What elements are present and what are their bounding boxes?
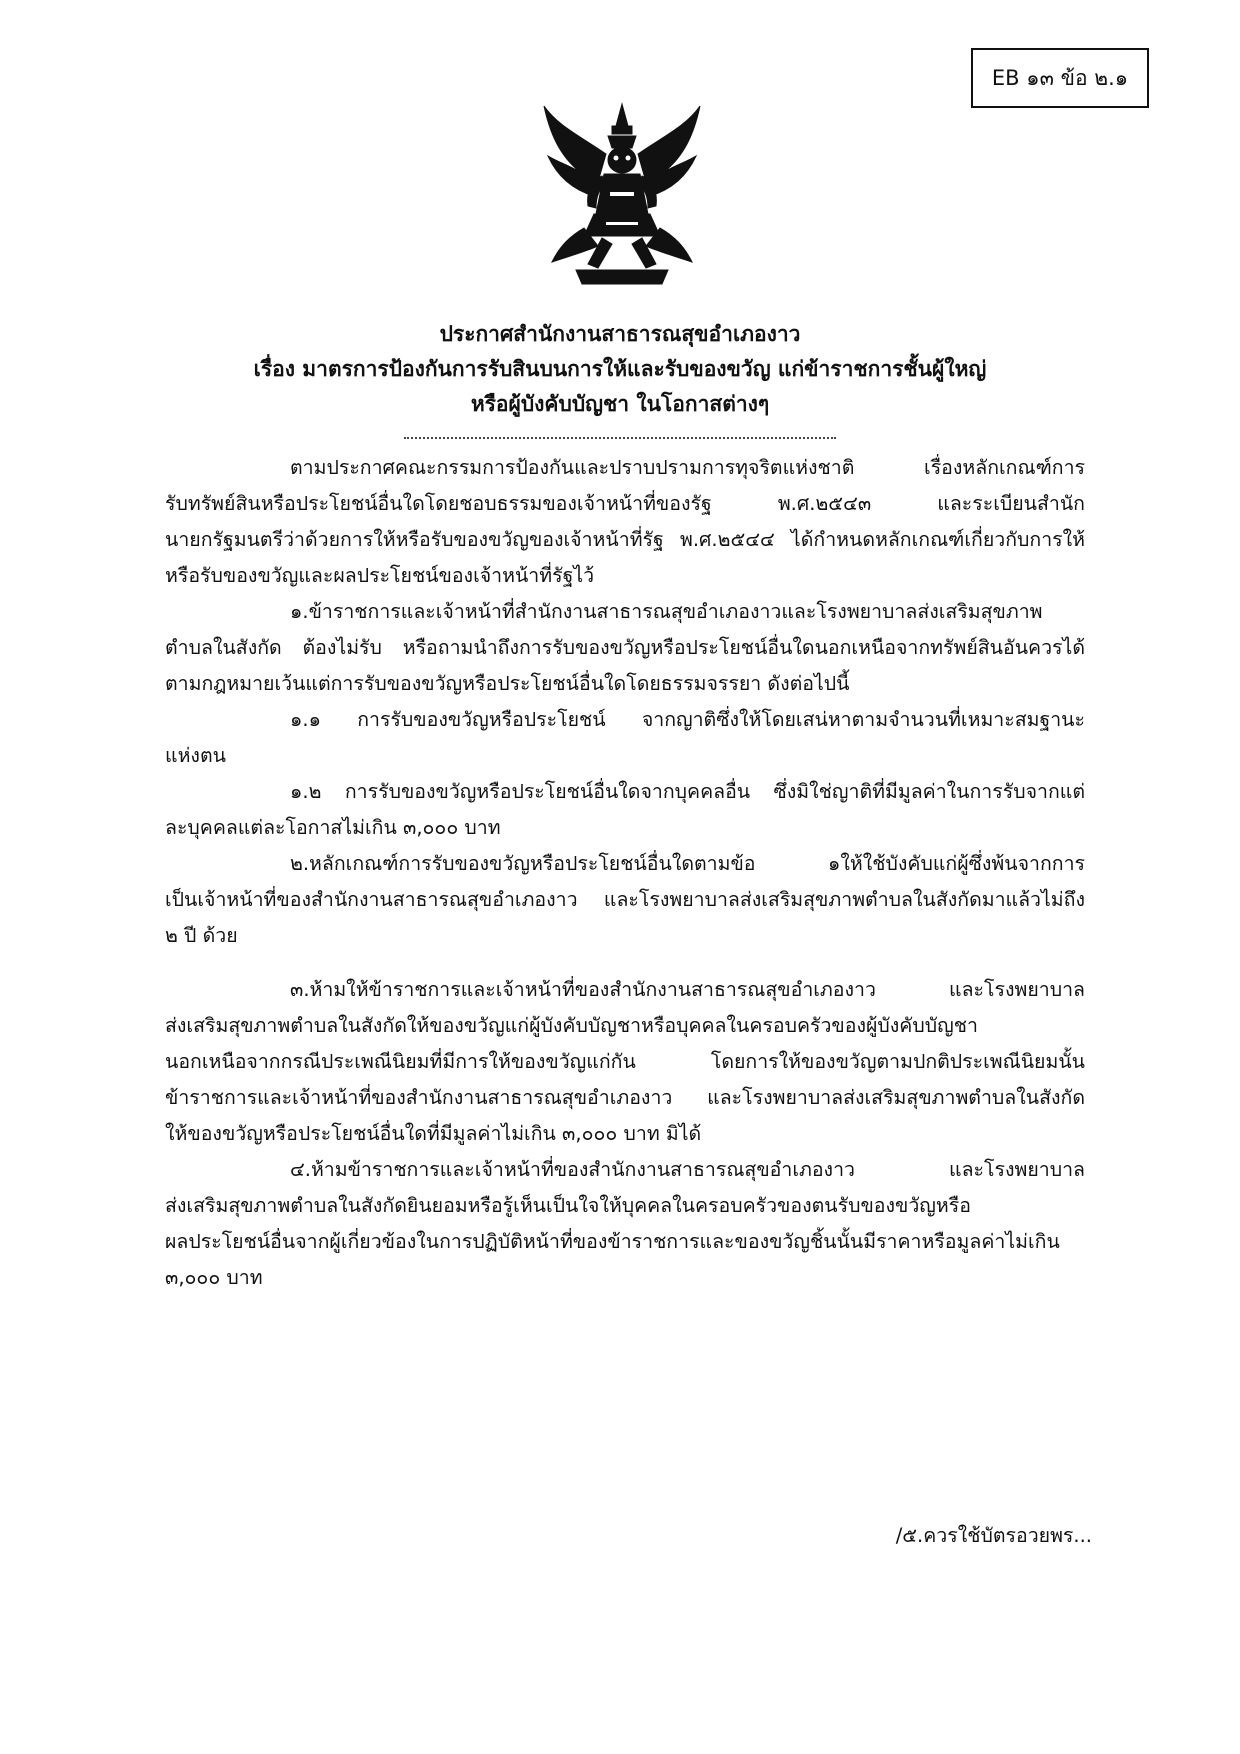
body-line: ผลประโยชน์อื่นจากผู้เกี่ยวข้องในการปฏิบัติหน้าที่ของข้าราชการและของขวัญชิ้นนั้นมีราคาหรือมูลค่าไม่เกิน xyxy=(165,1230,1060,1253)
garuda-emblem xyxy=(540,96,705,288)
body-line: ๓,๐๐๐ บาท xyxy=(165,1266,263,1289)
body-line: รับทรัพย์สินหรือประโยชน์อื่นใดโดยชอบธรรมของเจ้าหน้าที่ของรัฐ พ.ศ.๒๕๔๓ และระเบียนสำนัก xyxy=(165,492,1085,515)
title-divider xyxy=(404,437,836,439)
body-line: ตามกฎหมายเว้นแต่การรับของขวัญหรือประโยชน์อื่นใดโดยธรรมจรรยา ดังต่อไปนี้ xyxy=(165,672,850,695)
body-line: แห่งตน xyxy=(165,744,226,767)
reference-box xyxy=(971,48,1149,108)
title-line-2: เรื่อง มาตรการป้องกันการรับสินบนการให้และรับของขวัญ แก่ข้าราชการชั้นผู้ใหญ่ xyxy=(253,357,987,381)
body-line: ๓.ห้ามให้ข้าราชการและเจ้าหน้าที่ของสำนักงานสาธารณสุขอำเภองาว และโรงพยาบาล xyxy=(290,978,1085,1001)
body-line: ให้ของขวัญหรือประโยชน์อื่นใดที่มีมูลค่าไม่เกิน ๓,๐๐๐ บาท มิได้ xyxy=(165,1122,702,1145)
body-line: หรือรับของขวัญและผลประโยชน์ของเจ้าหน้าที่รัฐไว้ xyxy=(165,564,595,587)
body-line: ๔.ห้ามข้าราชการและเจ้าหน้าที่ของสำนักงานสาธารณสุขอำเภองาว และโรงพยาบาล xyxy=(290,1158,1085,1181)
title-line-3: หรือผู้บังคับบัญชา ในโอกาสต่างๆ xyxy=(470,392,770,416)
body-line: ตามประกาศคณะกรรมการป้องกันและปราบปรามการทุจริตแห่งชาติ เรื่องหลักเกณฑ์การ xyxy=(290,456,1085,479)
body-line: ข้าราชการและเจ้าหน้าที่ของสำนักงานสาธารณสุขอำเภองาว และโรงพยาบาลส่งเสริมสุขภาพตำบลในสังกัด xyxy=(165,1086,1085,1109)
body-line: ๒.หลักเกณฑ์การรับของขวัญหรือประโยชน์อื่นใดตามข้อ ๑ให้ใช้บังคับแก่ผู้ซึ่งพ้นจากการ xyxy=(290,852,1085,875)
body-line: นอกเหนือจากกรณีประเพณีนิยมที่มีการให้ของขวัญแก่กัน โดยการให้ของขวัญตามปกติประเพณีนิยมนั้น xyxy=(165,1050,1085,1073)
body-line: ๒ ปี ด้วย xyxy=(165,924,238,947)
body-line: ส่งเสริมสุขภาพตำบลในสังกัดยินยอมหรือรู้เห็นเป็นใจให้บุคคลในครอบครัวของตนรับของขวัญหรือ xyxy=(165,1194,971,1217)
body-line: ๑.ข้าราชการและเจ้าหน้าที่สำนักงานสาธารณสุขอำเภองาวและโรงพยาบาลส่งเสริมสุขภาพ xyxy=(290,600,1043,623)
body-line: ละบุคคลแต่ละโอกาสไม่เกิน ๓,๐๐๐ บาท xyxy=(165,816,501,839)
title-line-1: ประกาศสำนักงานสาธารณสุขอำเภองาว xyxy=(439,322,801,346)
body-line: ส่งเสริมสุขภาพตำบลในสังกัดให้ของขวัญแก่ผู้บังคับบัญชาหรือบุคคลในครอบครัวของผู้บังคับบัญชา xyxy=(165,1014,978,1037)
body-line: เป็นเจ้าหน้าที่ของสำนักงานสาธารณสุขอำเภองาว และโรงพยาบาลส่งเสริมสุขภาพตำบลในสังกัดมาแล้วไม่ถึง xyxy=(165,888,1085,911)
continuation-note: /๕.ควรใช้บัตรอวยพร... xyxy=(895,1524,1092,1547)
body-line: ตำบลในสังกัด ต้องไม่รับ หรือถามนำถึงการรับของขวัญหรือประโยชน์อื่นใดนอกเหนือจากทรัพย์สินอันควรได้ xyxy=(165,636,1085,659)
body-line: นายกรัฐมนตรีว่าด้วยการให้หรือรับของขวัญของเจ้าหน้าที่รัฐ พ.ศ.๒๕๔๔ ได้กำหนดหลักเกณฑ์เกี่ยวกับการให้ xyxy=(165,528,1085,551)
reference-text: EB ๑๓ ข้อ ๒.๑ xyxy=(991,65,1129,90)
body-line: ๑.๑ การรับของขวัญหรือประโยชน์ จากญาติซึ่งให้โดยเสน่หาตามจำนวนที่เหมาะสมฐานะ xyxy=(290,708,1085,731)
body-line: ๑.๒ การรับของขวัญหรือประโยชน์อื่นใดจากบุคคลอื่น ซึ่งมิใช่ญาติที่มีมูลค่าในการรับจากแต่ xyxy=(290,780,1085,803)
